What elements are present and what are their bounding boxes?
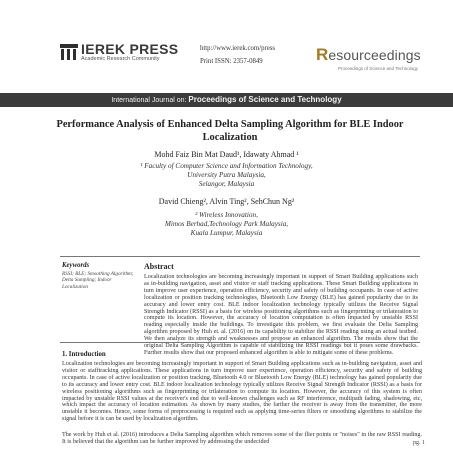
partner-name: esourceedings bbox=[328, 47, 421, 63]
publisher-info bbox=[200, 42, 275, 68]
affiliation-1-line: University Putra Malaysia, bbox=[187, 171, 266, 179]
section-heading: 1. Introduction bbox=[62, 351, 106, 358]
page-number: pg. 1 bbox=[413, 440, 425, 446]
keywords-section bbox=[62, 262, 136, 290]
page-header bbox=[0, 28, 453, 90]
partner-initial: R bbox=[316, 45, 329, 64]
journal-banner bbox=[0, 93, 453, 107]
publisher-url[interactable]: http://www.ierek.com/press bbox=[200, 45, 276, 52]
publisher-name: IEREK PRESS bbox=[81, 41, 179, 57]
affiliation-2-line: ² Wireless Innovation, bbox=[195, 211, 258, 219]
publisher-tagline: Academic Research Community bbox=[81, 56, 160, 62]
journal-name: Proceedings of Science and Technology bbox=[188, 95, 342, 104]
affiliation-1-line: ¹ Faculty of Computer Science and Information Technology, bbox=[140, 162, 313, 170]
affiliation-2 bbox=[0, 211, 453, 238]
authors-group-1: Mohd Faiz Bin Mat Daud¹, Idawaty Ahmad ¹ bbox=[154, 150, 299, 159]
divider bbox=[60, 342, 420, 343]
divider bbox=[60, 256, 420, 257]
paper-title: Performance Analysis of Enhanced Delta Sampling Algorithm for BLE Indoor Localization bbox=[56, 119, 404, 143]
affiliation-2-line: Mimos Berhad,Technology Park Malaysia, bbox=[164, 220, 289, 228]
affiliation-1 bbox=[0, 162, 453, 189]
affiliation-2-line: Kuala Lumpur, Malaysia bbox=[190, 229, 263, 237]
body-paragraph: The work by Huh et al. (2016) introduces a Delta Sampling algorithm which removes some of the flier points or "noises" in the raw RSSI reading. It is believed that the algorithm can be further improved by addressing the undecided bbox=[62, 432, 422, 445]
body-paragraph: Localization technologies are becoming increasingly important in support of Smart Building applications such as in-building navigation, asset and visitor or stafftracking applications. These applications in turn improve user experience, operation efficiency, security and safety of building occupants. In case of active localization or position tracking, Bluetooth 4.0 or Bluetooth Low Energy (BLE) technology has gained popularity due to its accuracy and lower entry cost. BLE indoor localization technology typically utilizes Receive Signal Strength Indicator (RSSI) as a basis for wireless positioning algorithms such as fingerprinting or trilateration to compute its location. However, the accuracy of this system is often impacted by unstable RSSI values at the receiver's end due to well-known challenges such as RF interference, multipath fading, shadowing, etc, which impact the accuracy of location estimation. As shown by many studies, the farther the receiver is away from the transmitter, the more unstable it becomes. Hence, some forms of preprocessing is required such as applying time-series filters or smoothing algorithms to stabilize the signal before it is can be used by localization algorithm. bbox=[62, 361, 422, 423]
affiliation-1-line: Selangor, Malaysia bbox=[198, 180, 255, 188]
resourceedings-logo bbox=[316, 45, 421, 71]
journal-prefix: International Journal on: bbox=[111, 97, 187, 104]
keywords-text: RSSI; BLE; Smoothing Algorithm; Delta Sampling; Indoor Localization bbox=[62, 271, 134, 290]
authors-group-2: David Chieng², Alvin Ting², SehChun Ng² bbox=[158, 197, 295, 206]
ierek-press-logo bbox=[60, 42, 178, 63]
building-icon bbox=[60, 44, 78, 60]
keywords-heading: Keywords bbox=[62, 262, 90, 269]
abstract-text: Localization technologies are becoming increasingly important in support of Smart Building applications such as in-building navigation, asset and visitor or staff tracking applications. These Smart Building applications in turn improve user experience, operation efficiency, security and safety of building occupants. In case of active localization or position tracking technologies, Bluetooth Low Energy (BLE) has gained popularity due to its accuracy and lower entry cost. BLE indoor localization technology typically utilizes the Receive Signal Strength Indicator (RSSI) as a basis for wireless positioning algorithms such as fingerprinting or trilateration to compute its location. However, the accuracy of location computation is often impacted by unstable RSSI reading especially inside the buildings. To investigate this problem, we first evaluate the Delta Sampling algorithm proposed by Huh et. al. (2016) on its capability to stabilize the RSSI reading using an actual testbed. We then analyze its strength and weaknesses and propose an enhanced algorithm. The results show that the original Delta Sampling Algorithm is capable of stabilizing the RSSI readings but it poses some drawbacks. Further results show that our proposed enhanced algorithm is able to mitigate some of these problems. bbox=[144, 274, 418, 356]
abstract-heading: Abstract bbox=[144, 262, 174, 271]
partner-tagline: Proceedings of Science and Technology bbox=[338, 66, 418, 71]
issn-label: Print ISSN: 2357-0849 bbox=[200, 58, 263, 65]
